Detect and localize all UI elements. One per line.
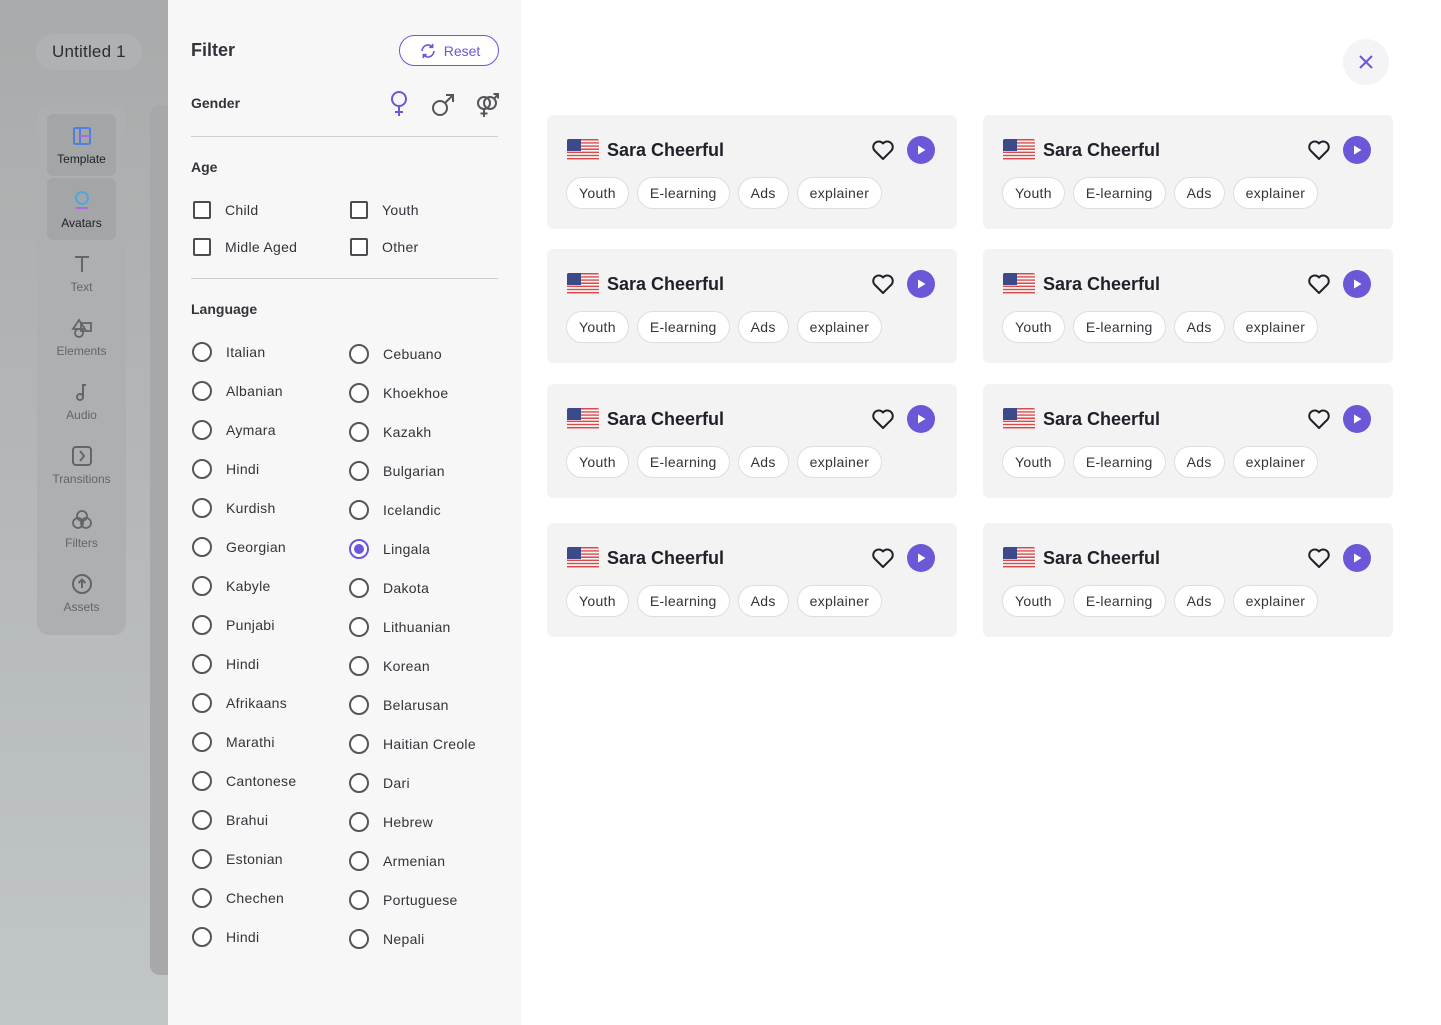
avatar-name: Sara Cheerful [1043,409,1161,429]
option-label: Hindi [226,929,260,945]
language-option[interactable] [349,773,410,793]
language-option[interactable] [192,771,296,791]
language-option[interactable] [349,500,441,520]
option-label: Haitian Creole [383,736,476,752]
option-label: Korean [383,658,430,674]
option-label: Georgian [226,539,286,555]
tag-chip[interactable]: E-learning [637,446,730,478]
tool-label: Assets [63,600,100,614]
tool-assets[interactable] [47,562,116,624]
option-label: Nepali [383,931,425,947]
play-button[interactable] [1343,405,1371,433]
heart-icon[interactable] [871,273,895,295]
tool-transitions[interactable] [47,434,116,496]
tag-list [1002,446,1318,478]
language-option[interactable] [192,888,284,908]
tag-chip[interactable]: Ads [738,585,789,617]
radio-button[interactable] [349,695,369,715]
language-option[interactable] [349,383,448,403]
avatar-card[interactable] [983,249,1393,363]
avatar-icon [70,188,94,212]
tag-chip[interactable]: explainer [797,585,883,617]
avatar-name: Sara Cheerful [607,274,725,294]
tag-chip[interactable]: explainer [797,446,883,478]
language-option[interactable] [192,810,268,830]
tag-chip[interactable]: Youth [566,446,629,478]
avatar-card[interactable] [983,523,1393,637]
radio-button[interactable] [349,890,369,910]
tag-list [566,311,882,343]
option-label: Afrikaans [226,695,288,711]
tag-chip[interactable]: E-learning [1073,585,1166,617]
avatar-card[interactable] [547,523,957,637]
language-option[interactable] [192,420,276,440]
tag-list [1002,177,1318,209]
language-option[interactable] [192,654,259,674]
tool-filters[interactable] [47,498,116,560]
option-label: Khoekhoe [383,385,449,401]
language-option[interactable] [192,342,265,362]
language-option[interactable] [349,422,432,442]
radio-button[interactable] [192,771,212,791]
tool-text[interactable] [47,242,116,304]
us-flag-icon [1003,273,1035,295]
heart-icon[interactable] [871,408,895,430]
language-option[interactable] [349,656,430,676]
divider [191,136,498,137]
tag-list [566,446,882,478]
checkbox[interactable] [350,201,368,219]
us-flag-icon [1003,139,1035,161]
language-option[interactable] [192,927,259,947]
radio-button[interactable] [349,578,369,598]
radio-button[interactable] [349,773,369,793]
option-label: Albanian [226,383,283,399]
avatar-name: Sara Cheerful [607,409,725,429]
tool-label: Audio [66,408,97,422]
divider [191,278,498,279]
radio-button[interactable] [192,576,212,596]
tag-chip[interactable]: Ads [738,311,789,343]
tag-chip[interactable]: explainer [1233,585,1319,617]
option-label: Estonian [226,851,283,867]
filter-header [191,35,499,67]
tag-chip[interactable]: E-learning [1073,446,1166,478]
play-icon [915,552,927,564]
tag-chip[interactable]: Youth [1002,446,1065,478]
radio-button[interactable] [192,537,212,557]
option-label: Bulgarian [383,463,445,479]
radio-button[interactable] [349,422,369,442]
radio-button[interactable] [349,500,369,520]
tag-chip[interactable]: E-learning [1073,311,1166,343]
option-label: Belarusan [383,697,449,713]
avatar-name: Sara Cheerful [607,140,725,160]
text-icon [70,252,94,276]
option-label: Italian [226,344,266,360]
tag-list [566,177,882,209]
heart-icon[interactable] [871,547,895,569]
age-option-youth[interactable] [350,201,419,219]
play-icon [915,413,927,425]
tag-chip[interactable]: Ads [1174,311,1225,343]
tool-label: Avatars [61,216,102,230]
radio-button[interactable] [349,734,369,754]
language-option[interactable] [192,576,271,596]
heart-icon[interactable] [1307,139,1331,161]
option-label: Kurdish [226,500,276,516]
option-label: Dakota [383,580,430,596]
tag-chip[interactable]: Youth [566,585,629,617]
play-icon [1351,413,1363,425]
tag-chip[interactable]: explainer [1233,177,1319,209]
avatar-name: Sara Cheerful [1043,274,1161,294]
template-icon [70,124,94,148]
avatar-results [521,0,1441,1025]
heart-icon[interactable] [871,139,895,161]
tool-audio[interactable] [47,370,116,432]
close-button[interactable] [1343,39,1389,85]
radio-button[interactable] [192,849,212,869]
us-flag-icon [1003,547,1035,569]
option-label: Youth [382,202,419,218]
gender-options [387,90,499,118]
language-option[interactable] [349,617,451,637]
radio-button[interactable] [349,383,369,403]
tag-chip[interactable]: Ads [1174,177,1225,209]
tag-chip[interactable]: Youth [1002,177,1065,209]
us-flag-icon [567,408,599,430]
all-genders-icon[interactable] [475,90,499,118]
checkbox[interactable] [193,201,211,219]
us-flag-icon [567,547,599,569]
radio-button[interactable] [349,344,369,364]
age-option-child[interactable] [193,201,258,219]
tag-chip[interactable]: Ads [1174,446,1225,478]
editor-background [0,0,168,1025]
male-icon[interactable] [431,90,455,118]
age-option-other[interactable] [350,238,419,256]
avatar-card[interactable] [983,384,1393,498]
play-icon [1351,278,1363,290]
tag-chip[interactable]: explainer [797,311,883,343]
option-label: Kazakh [383,424,432,440]
tag-list [1002,585,1318,617]
play-icon [1351,552,1363,564]
avatar-card[interactable] [547,249,957,363]
play-button[interactable] [907,405,935,433]
language-option[interactable] [349,344,442,364]
play-button[interactable] [907,136,935,164]
elements-icon [70,316,94,340]
tool-label: Text [70,280,93,294]
us-flag-icon [567,139,599,161]
play-icon [915,144,927,156]
close-icon [1356,52,1376,72]
radio-button[interactable] [192,498,212,518]
us-flag-icon [1003,408,1035,430]
language-option[interactable] [349,851,445,871]
radio-button[interactable] [192,459,212,479]
tag-chip[interactable]: E-learning [1073,177,1166,209]
reset-button[interactable] [399,35,499,66]
play-icon [1351,144,1363,156]
filter-title: Filter [191,40,236,60]
language-option[interactable] [192,732,275,752]
language-option[interactable] [192,693,287,713]
radio-button[interactable] [192,381,212,401]
play-button[interactable] [1343,270,1371,298]
tag-chip[interactable]: E-learning [637,585,730,617]
tool-elements[interactable] [47,306,116,368]
tag-chip[interactable]: E-learning [637,177,730,209]
radio-button[interactable] [192,810,212,830]
tool-label: Transitions [52,472,111,486]
avatar-name: Sara Cheerful [607,548,725,568]
play-icon [915,278,927,290]
radio-button[interactable] [349,461,369,481]
language-option[interactable] [192,849,283,869]
radio-button[interactable] [192,420,212,440]
option-label: Lithuanian [383,619,451,635]
reset-label: Reset [443,42,481,59]
tool-template[interactable] [47,114,116,176]
tag-chip[interactable]: explainer [1233,311,1319,343]
language-option[interactable] [349,461,445,481]
play-button[interactable] [1343,136,1371,164]
filters-icon [70,508,94,532]
option-label: Hindi [226,656,260,672]
option-label: Kabyle [226,578,271,594]
heart-icon[interactable] [1307,408,1331,430]
radio-button[interactable] [192,342,212,362]
option-label: Aymara [226,422,276,438]
age-option-midle-aged[interactable] [193,238,297,256]
avatar-name: Sara Cheerful [1043,140,1161,160]
radio-button[interactable] [349,617,369,637]
language-option[interactable] [192,615,275,635]
language-option[interactable] [349,539,430,559]
language-option[interactable] [349,734,476,754]
language-option[interactable] [192,381,283,401]
us-flag-icon [567,273,599,295]
tool-avatars[interactable] [47,178,116,240]
option-label: Portuguese [383,892,458,908]
radio-button[interactable] [192,693,212,713]
checkbox[interactable] [193,238,211,256]
document-title[interactable]: Untitled 1 [36,34,142,70]
language-label: Language [191,301,258,317]
tool-rail [37,105,126,635]
language-option[interactable] [192,459,259,479]
play-button[interactable] [907,544,935,572]
option-label: Other [382,239,419,255]
play-button[interactable] [907,270,935,298]
music-note-icon [70,380,94,404]
language-option[interactable] [192,537,286,557]
tool-label: Template [57,152,106,166]
radio-button[interactable] [192,927,212,947]
tag-list [566,585,882,617]
tag-chip[interactable]: Ads [1174,585,1225,617]
tag-chip[interactable]: explainer [797,177,883,209]
heart-icon[interactable] [1307,273,1331,295]
tool-label: Filters [65,536,98,550]
tool-label: Elements [56,344,107,358]
language-option[interactable] [349,812,433,832]
option-label: Dari [383,775,410,791]
tag-chip[interactable]: Youth [1002,585,1065,617]
option-label: Cantonese [226,773,297,789]
refresh-icon [418,41,438,61]
option-label: Lingala [383,541,431,557]
avatar-card[interactable] [983,115,1393,229]
option-label: Icelandic [383,502,441,518]
tag-list [1002,311,1318,343]
tag-chip[interactable]: E-learning [637,311,730,343]
gender-label: Gender [191,95,241,111]
option-label: Brahui [226,812,269,828]
tag-chip[interactable]: explainer [1233,446,1319,478]
play-button[interactable] [1343,544,1371,572]
tag-chip[interactable]: Ads [738,446,789,478]
transitions-icon [70,444,94,468]
radio-button[interactable] [192,888,212,908]
female-icon[interactable] [387,90,411,118]
radio-button[interactable] [349,539,369,559]
option-label: Child [225,202,259,218]
tag-chip[interactable]: Ads [738,177,789,209]
radio-button[interactable] [192,732,212,752]
option-label: Hebrew [383,814,434,830]
background-panel-edge [150,105,168,975]
upload-cloud-icon [70,572,94,596]
radio-button[interactable] [349,929,369,949]
option-label: Cebuano [383,346,442,362]
tag-chip[interactable]: Youth [566,311,629,343]
radio-button[interactable] [349,656,369,676]
language-option[interactable] [349,695,449,715]
age-label: Age [191,159,218,175]
tag-chip[interactable]: Youth [1002,311,1065,343]
option-label: Punjabi [226,617,275,633]
language-option[interactable] [349,929,425,949]
avatar-card[interactable] [547,384,957,498]
avatar-card[interactable] [547,115,957,229]
radio-button[interactable] [349,851,369,871]
avatar-name: Sara Cheerful [1043,548,1161,568]
option-label: Armenian [383,853,446,869]
language-option[interactable] [349,578,429,598]
tag-chip[interactable]: Youth [566,177,629,209]
heart-icon[interactable] [1307,547,1331,569]
radio-button[interactable] [192,615,212,635]
language-option[interactable] [349,890,458,910]
option-label: Midle Aged [225,239,298,255]
radio-button[interactable] [192,654,212,674]
option-label: Hindi [226,461,260,477]
option-label: Marathi [226,734,275,750]
filter-panel [168,0,521,1025]
radio-button[interactable] [349,812,369,832]
checkbox[interactable] [350,238,368,256]
option-label: Chechen [226,890,285,906]
language-option[interactable] [192,498,276,518]
